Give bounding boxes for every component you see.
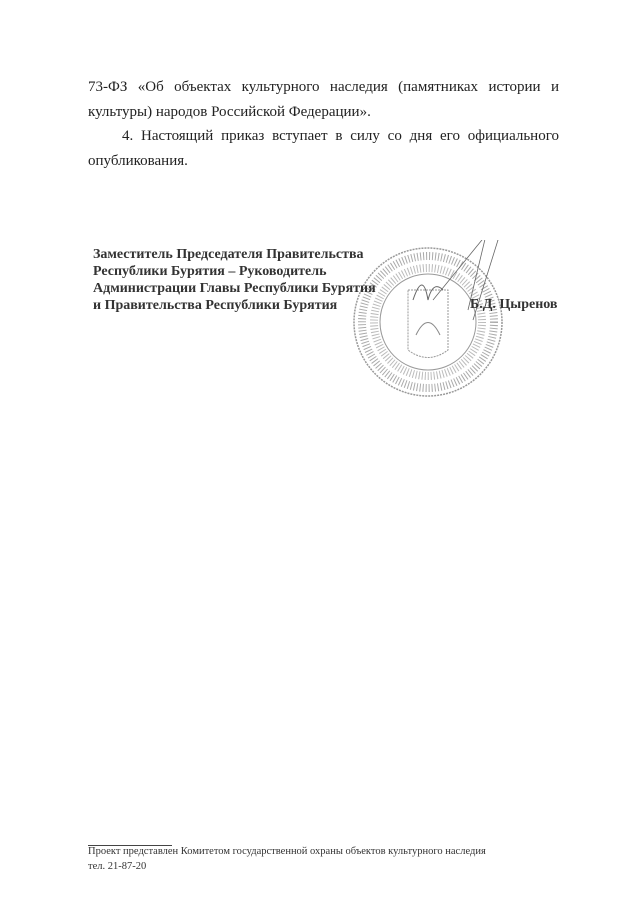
body-line: опубликования. bbox=[88, 153, 188, 169]
body-line: 73-ФЗ «Об объектах культурного наследия (памятниках истории и bbox=[88, 79, 559, 95]
footer-phone: тел. 21-87-20 bbox=[88, 861, 147, 872]
footer-note: Проект представлен Комитетом государственной охраны объектов культурного наследия bbox=[88, 846, 486, 857]
signatory-title-line: Республики Бурятия – Руководитель bbox=[93, 264, 327, 279]
signatory-title-line: Администрации Главы Республики Бурятия bbox=[93, 281, 376, 296]
signatory-title-line: Заместитель Председателя Правительства bbox=[93, 247, 364, 262]
signatory-name: Б.Д. Цыренов bbox=[470, 297, 558, 312]
body-line: культуры) народов Российской Федерации». bbox=[88, 104, 371, 120]
signatory-title bbox=[93, 246, 376, 314]
body-line: 4. Настоящий приказ вступает в силу со дня его официального bbox=[122, 128, 559, 144]
signatory-title-line: и Правительства Республики Бурятия bbox=[93, 298, 338, 313]
